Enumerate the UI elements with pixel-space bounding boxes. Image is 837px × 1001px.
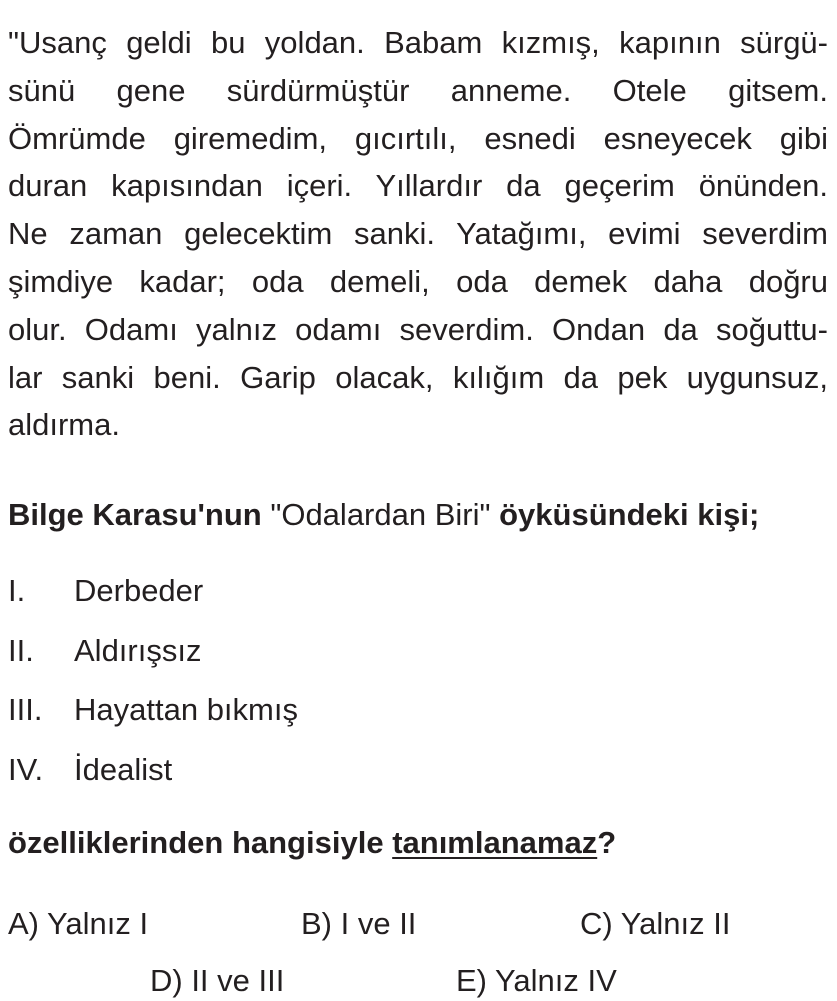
roman-numeral-list — [8, 571, 608, 809]
list-item-text: Hayattan bıkmış — [74, 692, 298, 727]
list-item — [8, 571, 608, 631]
passage-line: lar sanki beni. Garip olacak, kılığım da pek uygunsuz, — [8, 359, 828, 395]
passage-line: şimdiye kadar; oda demeli, oda demek daha doğru — [8, 263, 828, 299]
passage-line: Ömrümde giremedim, gıcırtılı, esnedi esneyecek gibi — [8, 120, 828, 156]
answer-option-d[interactable]: D) II ve III — [150, 963, 285, 998]
question-prompt-prefix: özelliklerinden hangisiyle — [8, 825, 384, 860]
passage-line: "Usanç geldi bu yoldan. Babam kızmış, kapının sürgü- — [8, 25, 828, 60]
list-item — [8, 690, 608, 750]
answer-option-b[interactable]: B) I ve II — [301, 906, 417, 941]
question-stem-suffix: öyküsündeki kişi; — [499, 497, 760, 532]
list-item — [8, 750, 608, 810]
list-item — [8, 631, 608, 691]
question-stem — [8, 495, 833, 535]
roman-numeral: IV. — [8, 751, 44, 787]
question-keyword: tanımlanamaz — [392, 825, 598, 860]
passage-line: aldırma. — [8, 407, 120, 443]
answer-option-c[interactable]: C) Yalnız II — [580, 906, 731, 941]
roman-numeral: III. — [8, 692, 43, 727]
roman-numeral: II. — [8, 632, 34, 668]
question-prompt — [8, 823, 616, 863]
question-author: Bilge Karasu'nun — [8, 497, 262, 532]
answer-option-e[interactable]: E) Yalnız IV — [456, 963, 617, 998]
answer-option-a[interactable]: A) Yalnız I — [8, 906, 149, 941]
question-work-title: "Odalardan Biri" — [270, 497, 491, 532]
list-item-text: İdealist — [74, 751, 173, 787]
list-item-text: Aldırışsız — [74, 632, 202, 668]
question-mark: ? — [597, 825, 617, 860]
list-item-text: Derbeder — [74, 573, 204, 608]
passage-line: olur. Odamı yalnız odamı severdim. Ondan da soğuttu- — [8, 311, 828, 347]
passage-text — [8, 19, 828, 449]
passage-line: sünü gene sürdürmüştür anneme. Otele gitsem. — [8, 72, 828, 108]
roman-numeral: I. — [8, 573, 26, 608]
passage-line: duran kapısından içeri. Yıllardır da geçerim önünden. — [8, 168, 828, 204]
passage-line: Ne zaman gelecektim sanki. Yatağımı, evimi severdim — [8, 216, 828, 252]
